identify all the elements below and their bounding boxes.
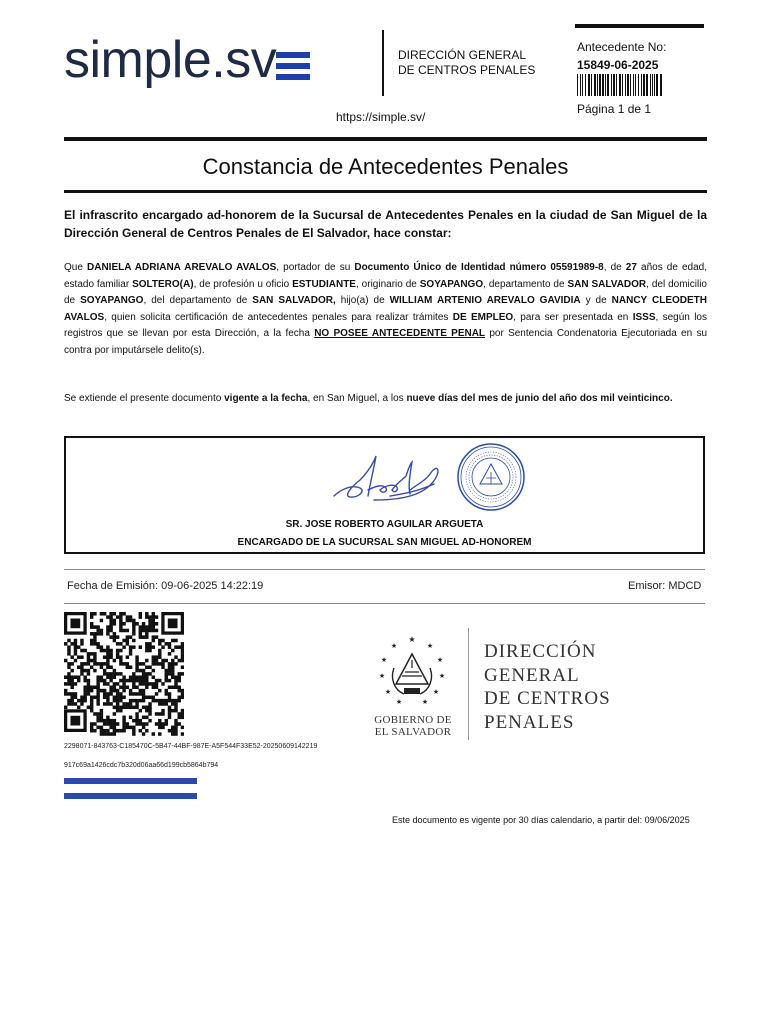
svg-text:★: ★ [436, 656, 444, 664]
antecedente-top-bar [575, 24, 704, 28]
handwritten-signature [330, 450, 450, 506]
text: hijo(a) de [335, 295, 390, 306]
text: años de edad, estado familiar [64, 262, 708, 290]
dgcp-line-1: DIRECCIÓN [484, 641, 597, 662]
site-url[interactable]: https://simple.sv/ [336, 110, 426, 124]
text: por Sentencia Condenatoria Ejecutoriada en su contra por imputársele delito(s). [64, 328, 708, 356]
mother-name: NANCY CLEODETH AVALOS [64, 295, 707, 323]
validity-note: Este documento es vigente por 30 días calendario, a partir del: 09/06/2025 [392, 815, 690, 825]
text: , de [603, 262, 626, 273]
validity-phrase: vigente a la fecha [224, 393, 308, 404]
signer-role: ENCARGADO DE LA SUCURSAL SAN MIGUEL AD-HONOREM [237, 537, 532, 548]
verification-hash: 917c69a1426cdc7b320d06aa66d199cb5864b794 [64, 762, 219, 769]
dgcp-line-3: DE CENTROS [484, 688, 611, 709]
civil-status: SOLTERO(A) [132, 278, 194, 290]
issue-date-words: nueve días del mes de junio del año dos mil veinticinco. [406, 393, 673, 404]
svg-text:★: ★ [421, 698, 429, 706]
gob-line-1: GOBIERNO DE [374, 714, 452, 726]
dgcp-line-2: GENERAL [484, 664, 580, 686]
text: , departamento de [483, 278, 568, 290]
text: , del domicilio de [64, 278, 707, 306]
origin-department: SAN SALVADOR [567, 278, 647, 290]
id-document: Documento Único de Identidad número 05591989-8 [354, 262, 604, 273]
footer-rule-top [64, 569, 705, 570]
verification-code: 2298071-843763-C185470C-5B47-44BF-987E-A5F544F33E52-20250609142219 [64, 743, 318, 750]
official-seal-icon [456, 442, 526, 512]
government-label [368, 714, 458, 738]
title-rule-bottom [64, 190, 707, 193]
text: , de profesión u oficio [193, 278, 293, 290]
title-rule-top [64, 137, 707, 141]
svg-text:★: ★ [432, 688, 440, 696]
svg-text:★: ★ [408, 635, 416, 644]
age: 27 [625, 262, 637, 273]
footer-rule-bottom [64, 603, 705, 604]
page-number: Página 1 de 1 [577, 102, 652, 116]
simple-sv-logo: simple.sv [64, 31, 277, 89]
org-line-2: DE CENTROS PENALES [398, 63, 536, 77]
header-divider [382, 30, 384, 96]
body-paragraph [64, 260, 707, 359]
person-name: DANIELA ADRIANA AREVALO AVALOS [87, 262, 277, 273]
svg-text:★: ★ [438, 672, 446, 680]
text: y de [580, 295, 612, 306]
flag-stripes-icon [276, 52, 310, 82]
qr-code-icon[interactable] [64, 612, 184, 736]
text: , en San Miguel, a los [307, 393, 407, 404]
origin: SOYAPANGO [419, 278, 484, 290]
svg-text:★: ★ [395, 698, 403, 706]
entity: ISSS [632, 311, 656, 323]
intro-paragraph: El infrascrito encargado ad-honorem de la Sucursal de Antecedentes Penales en la ciudad de San Miguel de la Dirección General de Centros Penales de El Salvador, hace constar: [64, 208, 707, 240]
barcode-icon [577, 74, 662, 96]
antecedente-number: 15849-06-2025 [577, 58, 659, 72]
emission-date: Fecha de Emisión: 09-06-2025 14:22:19 [67, 580, 264, 592]
issuer: Emisor: MDCD [628, 580, 702, 592]
svg-text:★: ★ [378, 672, 386, 680]
text: , del departamento de [143, 295, 253, 306]
dgcp-logo-text [484, 640, 611, 734]
svg-text:★: ★ [426, 642, 434, 650]
logo-divider [468, 628, 469, 740]
document-title: Constancia de Antecedentes Penales [202, 154, 569, 179]
header-org-name [398, 48, 535, 78]
purpose: DE EMPLEO [452, 311, 514, 323]
svg-text:★: ★ [380, 656, 388, 664]
text: , quien solicita certificación de antecedentes penales para realizar trámites [104, 311, 453, 323]
svg-text:★: ★ [384, 688, 392, 696]
text: , portador de su [276, 262, 355, 273]
coat-of-arms-icon [372, 632, 452, 710]
gob-line-2: EL SALVADOR [374, 726, 452, 738]
text: Se extiende el presente documento [64, 393, 225, 404]
closing-paragraph [64, 391, 707, 406]
dgcp-line-4: PENALES [484, 711, 575, 733]
record-status: NO POSEE ANTECEDENTE PENAL [314, 328, 486, 339]
blue-stripe [64, 778, 197, 784]
text: , para ser presentada en [513, 311, 633, 323]
org-line-1: DIRECCIÓN GENERAL [398, 48, 527, 62]
father-name: WILLIAM ARTENIO AREVALO GAVIDIA [389, 295, 581, 306]
domicile-department: SAN SALVADOR, [252, 295, 336, 306]
text: Que [64, 262, 87, 273]
signer-name: SR. JOSE ROBERTO AGUILAR ARGUETA [285, 519, 484, 530]
domicile: SOYAPANGO [80, 295, 144, 306]
antecedente-label: Antecedente No: [577, 40, 667, 54]
text: , originario de [355, 278, 420, 290]
profession: ESTUDIANTE [292, 278, 356, 290]
text: , según los registros que se llevan por esta Dirección, a la fecha [64, 311, 707, 339]
blue-stripe [64, 793, 197, 799]
svg-text:★: ★ [390, 642, 398, 650]
